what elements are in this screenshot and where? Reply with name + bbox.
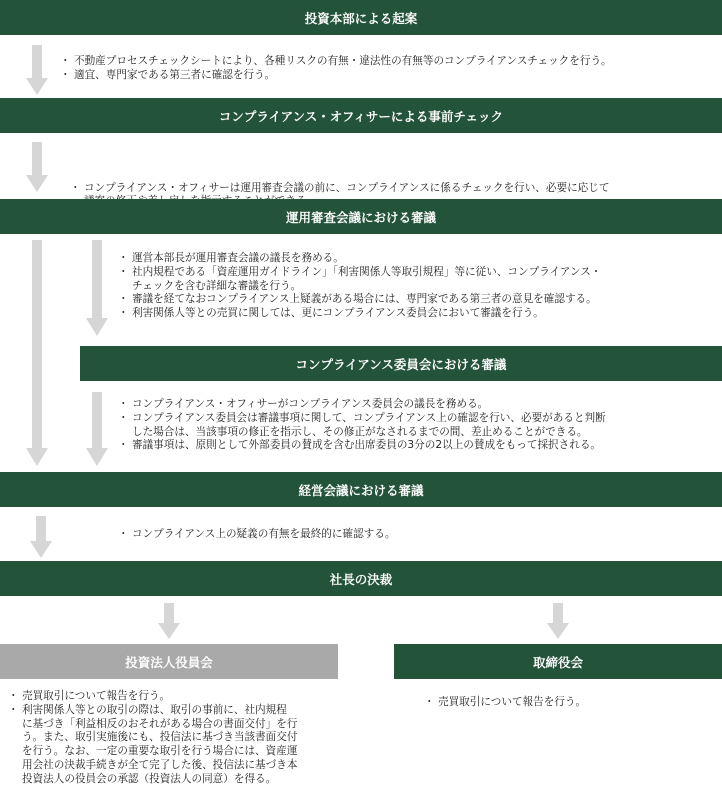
arrow-down-icon: [30, 516, 52, 558]
note-item: ・ 利害関係人等との取引の際は、取引の事前に、社内規程 に基づき「利益相反のおそれがある場合の書面交付」を行 う。また、取引実施後にも、投信法に基づき当該書面交付 を行う。なお、一定の重要な取引を行う場合には、資産運 用会社の決裁手続きが全て完了した後、投信法に基づき本 投資法人の役員会の承認（投資法人の同意）を得る。: [8, 704, 297, 787]
step-title: 投資本部による起案: [304, 10, 418, 26]
note-item: ・ 利害関係人等との売買に関しては、更にコンプライアンス委員会において審議を行う。: [118, 307, 601, 321]
step-title: 投資法人役員会: [125, 654, 213, 670]
step-notes: [118, 252, 601, 321]
note-item: ・ コンプライアンス・オフィサーがコンプライアンス委員会の議長を務める。: [118, 398, 606, 412]
step-bar-investment-corp-board: [0, 644, 338, 679]
step-title: 社長の決裁: [329, 571, 393, 587]
arrow-down-icon: [86, 392, 108, 466]
note-item: ・ 売買取引について報告を行う。: [8, 690, 297, 704]
step-bar-board-of-directors: [394, 644, 722, 679]
note-item: ・ 売買取引について報告を行う。: [424, 696, 586, 710]
note-item: ・ コンプライアンス・オフィサーは運用審査会議の前に、コンプライアンスに係るチェックを行い、必要に応じて: [70, 182, 609, 210]
step-bar-compliance-committee: [80, 346, 722, 381]
step-bar-president-approval: [0, 561, 722, 596]
note-item: ・ 審議を経てなおコンプライアンス上疑義がある場合には、専門家である第三者の意見を確認する。: [118, 293, 601, 307]
arrow-down-icon: [547, 603, 569, 639]
step-title: 経営会議における審議: [298, 482, 424, 498]
step-bar-operations-review: [0, 199, 722, 234]
note-item: ・ 審議事項は、原則として外部委員の賛成を含む出席委員の3分の2以上の賛成をもって採択される。: [118, 439, 606, 453]
note-item: ・ 運営本部長が運用審査会議の議長を務める。: [118, 252, 601, 266]
step-title: 運用審査会議における審議: [285, 209, 436, 225]
note-item: ・ 適宜、専門家である第三者に確認を行う。: [60, 69, 612, 83]
note-item: ・ 社内規程である「資産運用ガイドライン」「利害関係人等取引規程」等に従い、コンプライアンス・ チェックを含む詳細な審議を行う。: [118, 266, 601, 294]
arrow-down-icon: [26, 142, 48, 192]
arrow-down-icon: [26, 45, 48, 95]
step-bar-compliance-officer-check: [0, 98, 722, 133]
step-title: 取締役会: [532, 654, 583, 670]
arrow-down-icon: [86, 240, 108, 336]
step-notes: [118, 528, 395, 542]
note-item: ・ 不動産プロセスチェックシートにより、各種リスクの有無・違法性の有無等のコンプライアンスチェックを行う。: [60, 55, 612, 69]
step-bar-investment-proposal: [0, 0, 722, 35]
step-notes: [118, 398, 606, 453]
long-arrow-down-icon: [26, 240, 48, 466]
step-notes: [8, 690, 297, 787]
step-notes: [60, 55, 612, 83]
step-bar-management-meeting: [0, 472, 722, 507]
step-notes: [424, 696, 586, 710]
note-item: ・ コンプライアンス上の疑義の有無を最終的に確認する。: [118, 528, 395, 542]
step-title: コンプライアンス・オフィサーによる事前チェック: [218, 108, 504, 124]
note-item: ・ コンプライアンス委員会は審議事項に関して、コンプライアンス上の確認を行い、必要があると判断 した場合は、当該事項の修正を指示し、その修正がなされるまでの間、差止めることができる。: [118, 412, 606, 440]
arrow-down-icon: [158, 603, 180, 639]
step-title: コンプライアンス委員会における審議: [295, 356, 507, 372]
